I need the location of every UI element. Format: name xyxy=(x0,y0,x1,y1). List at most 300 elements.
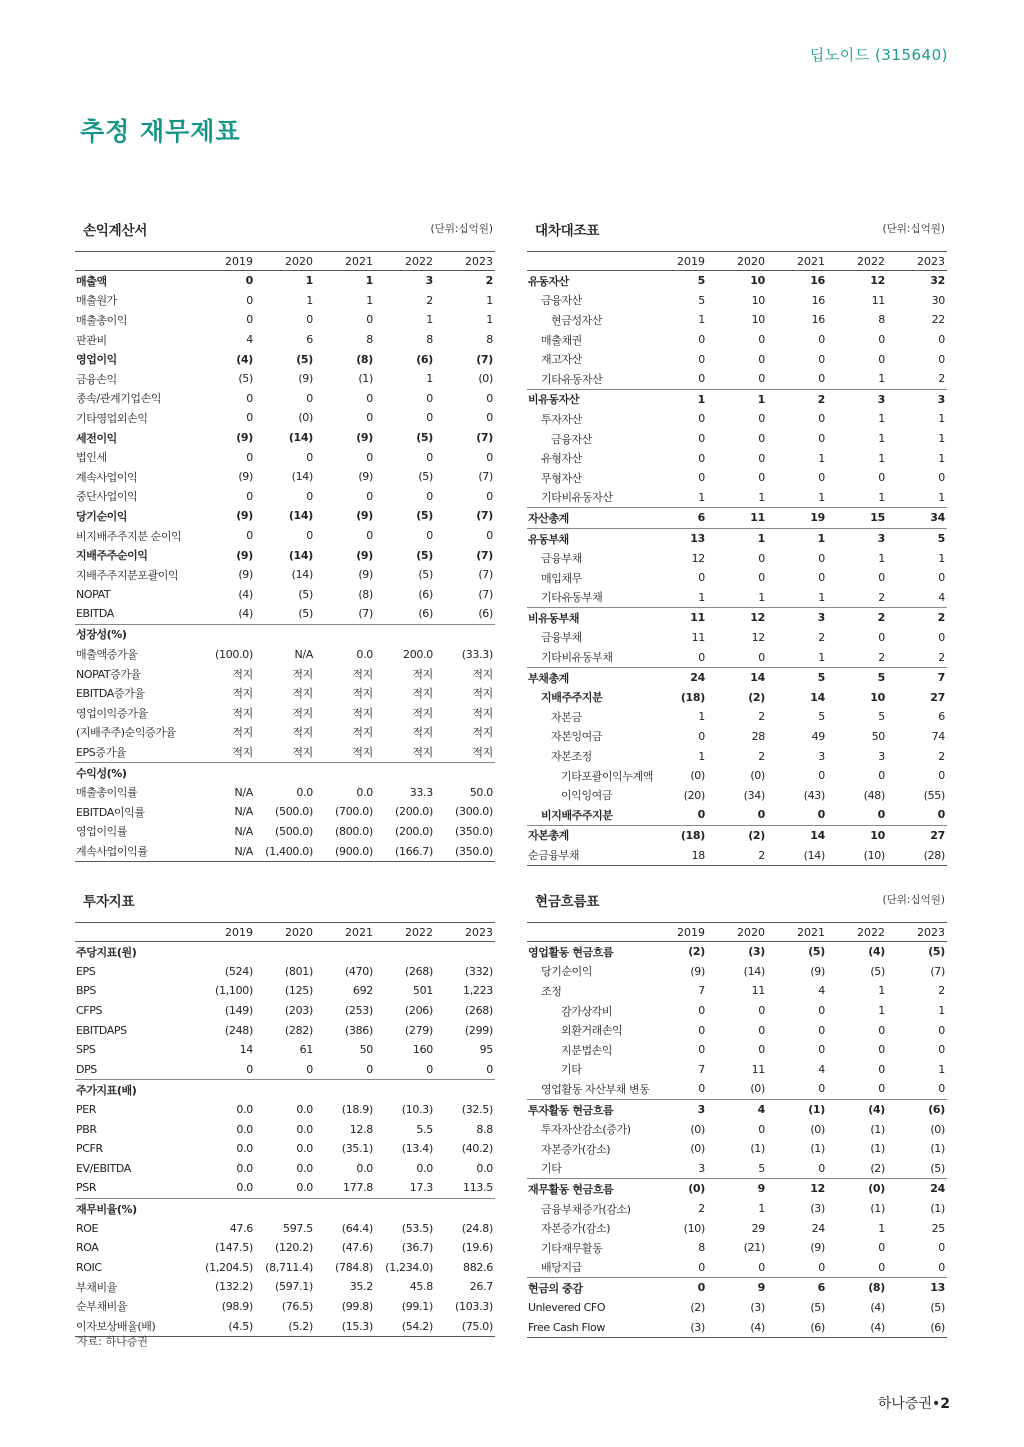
table-row xyxy=(527,1020,947,1040)
value-cell: 26.7 xyxy=(469,1280,493,1294)
value-cell: (53.5) xyxy=(401,1221,433,1235)
value-cell: (43) xyxy=(803,788,825,802)
year-header: 2020 xyxy=(255,252,315,271)
table-row xyxy=(75,1060,495,1080)
table-row xyxy=(75,526,495,546)
value-cell: (125) xyxy=(284,984,313,998)
value-cell: 0 xyxy=(878,471,885,485)
value-cell: 0 xyxy=(878,1062,885,1076)
row-label: 현금성자산 xyxy=(551,313,603,327)
row-label: 중단사업이익 xyxy=(76,490,138,504)
value-cell: 0 xyxy=(758,1122,765,1136)
row-label: 기타 xyxy=(561,1063,582,1077)
table-row xyxy=(527,330,947,350)
table-row xyxy=(75,1040,495,1060)
table-row xyxy=(75,841,495,861)
value-cell: 4 xyxy=(818,1062,825,1076)
value-cell: 0 xyxy=(938,1023,945,1037)
value-cell: (800.0) xyxy=(335,824,373,838)
table-row xyxy=(75,467,495,487)
row-label: 유형자산 xyxy=(541,452,582,466)
table-row xyxy=(527,310,947,330)
value-cell: (1) xyxy=(870,1202,885,1216)
value-cell: N/A xyxy=(294,647,313,661)
source-note: 자료: 하나증권 xyxy=(77,1335,148,1348)
value-cell: (14) xyxy=(288,548,313,562)
row-label: ROE xyxy=(76,1221,99,1235)
value-cell: 적지 xyxy=(232,726,253,740)
value-cell: 0 xyxy=(486,529,493,543)
year-header-row xyxy=(527,252,947,271)
table-row xyxy=(527,1218,947,1238)
value-cell: (10.3) xyxy=(401,1103,433,1117)
row-label: BPS xyxy=(76,984,96,998)
value-cell: 28 xyxy=(751,729,765,743)
value-cell: (4) xyxy=(870,1300,885,1314)
value-cell: 적지 xyxy=(292,667,313,681)
value-cell: 0 xyxy=(758,1260,765,1274)
value-cell: 0 xyxy=(818,471,825,485)
table-row xyxy=(75,703,495,723)
value-cell: (300.0) xyxy=(455,805,493,819)
value-cell: 0 xyxy=(698,1082,705,1096)
value-cell: 0 xyxy=(698,333,705,347)
value-cell: 0 xyxy=(486,450,493,464)
table-row xyxy=(75,310,495,330)
value-cell: 0 xyxy=(426,489,433,503)
value-cell: (3) xyxy=(810,1202,825,1216)
table-row xyxy=(527,369,947,389)
row-label: 투자활동 현금흐름 xyxy=(527,1099,647,1119)
value-cell: (5) xyxy=(416,548,433,562)
value-cell: 0 xyxy=(757,808,765,822)
row-label: 유동부채 xyxy=(527,528,647,548)
row-label: NOPAT xyxy=(76,587,111,601)
value-cell: 1 xyxy=(707,528,767,548)
row-label: 재무활동 현금흐름 xyxy=(527,1179,647,1199)
value-cell xyxy=(315,1080,375,1100)
value-cell: 0.0 xyxy=(356,785,373,799)
value-cell: 0 xyxy=(366,529,373,543)
value-cell: 0 xyxy=(758,432,765,446)
value-cell: (0) xyxy=(478,372,493,386)
value-cell: 0 xyxy=(758,333,765,347)
row-label: 매출원가 xyxy=(76,294,117,308)
row-label: 재고자산 xyxy=(541,353,582,367)
value-cell: 0 xyxy=(758,352,765,366)
value-cell: 0.0 xyxy=(296,785,313,799)
value-cell: 0.0 xyxy=(236,1142,253,1156)
year-header: 2023 xyxy=(435,923,495,942)
table-row xyxy=(527,1317,947,1337)
row-label: 부채비율 xyxy=(76,1280,117,1294)
value-cell: (20) xyxy=(683,788,705,802)
value-cell: 61 xyxy=(299,1043,313,1057)
value-cell: 30 xyxy=(931,293,945,307)
row-label: 순부채비율 xyxy=(76,1300,128,1314)
value-cell: 적지 xyxy=(352,667,373,681)
value-cell: 0 xyxy=(426,1062,433,1076)
value-cell: (1) xyxy=(767,1099,827,1119)
value-cell: 0 xyxy=(698,571,705,585)
row-label: 영업이익률 xyxy=(76,825,128,839)
value-cell: 177.8 xyxy=(343,1181,373,1195)
value-cell: 1 xyxy=(878,1221,885,1235)
value-cell: (9) xyxy=(238,470,253,484)
table-header xyxy=(527,886,947,922)
unit-label: (단위:십억원) xyxy=(882,894,945,906)
value-cell: (98.9) xyxy=(221,1299,253,1313)
row-label: 계속사업이익률 xyxy=(75,841,195,861)
value-cell: 2 xyxy=(767,389,827,409)
value-cell: 5 xyxy=(697,274,705,288)
value-cell: (18) xyxy=(647,825,707,845)
value-cell: 882.6 xyxy=(463,1260,493,1274)
table-row xyxy=(527,647,947,667)
table-title: 현금흐름표 xyxy=(535,894,600,910)
value-cell: 0 xyxy=(758,551,765,565)
row-label: 지배주주지분 xyxy=(541,691,603,705)
value-cell: 0.0 xyxy=(296,1181,313,1195)
value-cell: 10 xyxy=(870,690,885,704)
value-cell: 3 xyxy=(827,389,887,409)
value-cell: (1,400.0) xyxy=(255,841,315,861)
table-row xyxy=(75,545,495,565)
value-cell: 2 xyxy=(707,845,767,865)
value-cell: (6) xyxy=(767,1317,827,1337)
value-cell: 12 xyxy=(707,608,767,628)
year-header: 2021 xyxy=(315,252,375,271)
table-row xyxy=(75,1020,495,1040)
table-row xyxy=(527,1179,947,1199)
value-cell: (36.7) xyxy=(401,1241,433,1255)
value-cell: (2) xyxy=(748,690,765,704)
value-cell: 0.0 xyxy=(356,1161,373,1175)
value-cell: 1 xyxy=(698,313,705,327)
value-cell: 1 xyxy=(698,710,705,724)
value-cell: 적지 xyxy=(292,746,313,760)
table-row xyxy=(527,727,947,747)
value-cell: (3) xyxy=(750,1300,765,1314)
table-row xyxy=(75,981,495,1001)
row-label: 영업활동 자산부채 변동 xyxy=(541,1082,650,1096)
value-cell: 0 xyxy=(366,411,373,425)
value-cell: (7) xyxy=(478,587,493,601)
income-statement-block xyxy=(75,215,495,862)
row-label: 매출총이익률 xyxy=(76,786,138,800)
value-cell: (7) xyxy=(476,548,493,562)
value-cell: 14 xyxy=(239,1043,253,1057)
value-cell: (33.3) xyxy=(461,647,493,661)
row-label: 기타 xyxy=(541,1162,562,1176)
year-header: 2022 xyxy=(375,923,435,942)
value-cell: (120.2) xyxy=(275,1241,313,1255)
value-cell: (8) xyxy=(358,587,373,601)
value-cell: (7) xyxy=(930,964,945,978)
value-cell: 3 xyxy=(698,1161,705,1175)
row-label: 기타재무활동 xyxy=(541,1241,603,1255)
value-cell: 2 xyxy=(758,710,765,724)
value-cell: 0 xyxy=(818,432,825,446)
value-cell: (200.0) xyxy=(395,805,433,819)
value-cell: 0.0 xyxy=(416,1161,433,1175)
row-label: 주당지표(원) xyxy=(76,945,137,959)
value-cell: 29 xyxy=(751,1221,765,1235)
value-cell: 0.0 xyxy=(296,1103,313,1117)
value-cell xyxy=(435,624,495,644)
value-cell: 1 xyxy=(938,1062,945,1076)
table-row xyxy=(75,1198,495,1218)
table-row xyxy=(75,1277,495,1297)
row-label: 매출총이익 xyxy=(76,313,128,327)
value-cell: 3 xyxy=(818,749,825,763)
value-cell: 1 xyxy=(698,590,705,604)
table-row xyxy=(527,942,947,962)
value-cell: 501 xyxy=(412,984,433,998)
value-cell: (5) xyxy=(416,431,433,445)
value-cell: (14) xyxy=(288,509,313,523)
value-cell: 1 xyxy=(878,551,885,565)
value-cell: 5 xyxy=(878,710,885,724)
row-label: 투자자산 xyxy=(541,412,582,426)
value-cell: 0 xyxy=(818,1043,825,1057)
value-cell: 1 xyxy=(938,412,945,426)
value-cell: 적지 xyxy=(472,667,493,681)
value-cell: (4) xyxy=(236,352,253,366)
value-cell: 1 xyxy=(938,451,945,465)
table-row xyxy=(75,822,495,842)
table-row xyxy=(527,805,947,825)
value-cell: 0 xyxy=(938,769,945,783)
value-cell: N/A xyxy=(234,805,253,819)
table-row xyxy=(75,1159,495,1179)
row-label: EV/EBITDA xyxy=(76,1161,131,1175)
table-row xyxy=(527,785,947,805)
value-cell: 2 xyxy=(938,984,945,998)
value-cell: 1 xyxy=(818,490,825,504)
value-cell: 0 xyxy=(938,630,945,644)
value-cell: (24.8) xyxy=(461,1221,493,1235)
value-cell: (147.5) xyxy=(215,1241,253,1255)
row-label: PSR xyxy=(76,1181,97,1195)
unit-label: (단위:십억원) xyxy=(882,223,945,235)
value-cell: (5) xyxy=(296,352,313,366)
value-cell: 0.0 xyxy=(296,1122,313,1136)
value-cell: (350.0) xyxy=(435,841,495,861)
value-cell: 5 xyxy=(827,667,887,687)
value-cell: 0 xyxy=(426,391,433,405)
value-cell: (5) xyxy=(418,568,433,582)
value-cell: 0 xyxy=(698,412,705,426)
table-row xyxy=(75,428,495,448)
row-label: 자산총계 xyxy=(527,508,647,529)
value-cell: (18) xyxy=(680,690,705,704)
table-row xyxy=(527,1298,947,1318)
value-cell: 1 xyxy=(938,551,945,565)
year-header-row xyxy=(75,252,495,271)
value-cell: 1 xyxy=(758,490,765,504)
value-cell: (99.8) xyxy=(341,1299,373,1313)
table-row xyxy=(527,528,947,548)
value-cell: (0) xyxy=(750,769,765,783)
value-cell: 0 xyxy=(698,1260,705,1274)
value-cell: 0 xyxy=(698,1023,705,1037)
value-cell: 0 xyxy=(878,352,885,366)
table-row xyxy=(527,488,947,508)
value-cell: 2 xyxy=(426,293,433,307)
table-row xyxy=(75,291,495,311)
value-cell: (1) xyxy=(930,1202,945,1216)
table-row xyxy=(75,624,495,644)
value-cell: (9) xyxy=(690,964,705,978)
row-label: 기타비유동자산 xyxy=(541,491,613,505)
value-cell: 0.0 xyxy=(236,1181,253,1195)
table-row xyxy=(527,1278,947,1298)
value-cell: 5.5 xyxy=(416,1122,433,1136)
table-row xyxy=(75,1080,495,1100)
row-label: 감가상각비 xyxy=(561,1004,613,1018)
value-cell: (1) xyxy=(870,1142,885,1156)
value-cell: 692 xyxy=(352,984,373,998)
row-label: 금융손익 xyxy=(76,372,117,386)
value-cell: (9) xyxy=(810,964,825,978)
value-cell: 12 xyxy=(767,1179,827,1199)
table-row xyxy=(527,766,947,786)
value-cell: (48) xyxy=(863,788,885,802)
value-cell: 0 xyxy=(486,489,493,503)
balance-sheet-block xyxy=(527,215,947,866)
value-cell: (332) xyxy=(464,964,493,978)
value-cell: 0.0 xyxy=(236,1103,253,1117)
value-cell: 0 xyxy=(366,1062,373,1076)
value-cell xyxy=(315,624,375,644)
value-cell xyxy=(435,762,495,782)
value-cell: 0.0 xyxy=(296,1161,313,1175)
table-row xyxy=(527,628,947,648)
page-footer xyxy=(878,1393,950,1413)
table-row xyxy=(527,962,947,982)
value-cell: 3 xyxy=(647,1099,707,1119)
table-row xyxy=(75,942,495,962)
row-label: 지배주주순이익 xyxy=(76,549,148,563)
footer-separator: • xyxy=(931,1396,941,1412)
value-cell: 1 xyxy=(647,389,707,409)
value-cell: 0 xyxy=(246,1062,253,1076)
value-cell: 50.0 xyxy=(469,785,493,799)
value-cell: 2 xyxy=(878,650,885,664)
value-cell: (9) xyxy=(358,470,373,484)
label-header xyxy=(527,923,647,942)
value-cell: 0 xyxy=(818,769,825,783)
row-label: Free Cash Flow xyxy=(527,1317,647,1337)
row-label: 금융자산 xyxy=(551,432,592,446)
year-header: 2019 xyxy=(647,252,707,271)
row-label: EPS증가율 xyxy=(76,746,127,760)
value-cell: (5) xyxy=(418,470,433,484)
row-label: 법인세 xyxy=(76,451,107,465)
value-cell: 0 xyxy=(698,451,705,465)
value-cell xyxy=(195,762,255,782)
value-cell: 45.8 xyxy=(409,1280,433,1294)
value-cell: (2) xyxy=(688,945,705,959)
value-cell: (14) xyxy=(291,470,313,484)
value-cell: 적지 xyxy=(472,746,493,760)
value-cell: (1,100) xyxy=(215,984,253,998)
row-label: 이익잉여금 xyxy=(561,789,613,803)
value-cell: N/A xyxy=(195,841,255,861)
value-cell: (9) xyxy=(236,548,253,562)
row-label: 자본조정 xyxy=(551,750,592,764)
value-cell xyxy=(315,942,375,962)
value-cell: 2 xyxy=(878,590,885,604)
value-cell: (7) xyxy=(476,509,493,523)
value-cell: 2 xyxy=(938,650,945,664)
value-cell: 0.0 xyxy=(476,1161,493,1175)
value-cell: (47.6) xyxy=(341,1241,373,1255)
year-header-row xyxy=(75,923,495,942)
value-cell: (524) xyxy=(224,964,253,978)
value-cell: 16 xyxy=(811,293,825,307)
value-cell: 12.8 xyxy=(349,1122,373,1136)
value-cell: 160 xyxy=(412,1043,433,1057)
row-label: 매입채무 xyxy=(541,571,582,585)
row-label: 영업이익 xyxy=(76,353,117,367)
table-row xyxy=(527,1119,947,1139)
row-label: EBITDA xyxy=(76,607,114,621)
value-cell: 8 xyxy=(426,333,433,347)
value-cell: (1) xyxy=(750,1142,765,1156)
table-row xyxy=(527,349,947,369)
value-cell: 0 xyxy=(938,1260,945,1274)
value-cell: 0 xyxy=(938,1082,945,1096)
value-cell: 0 xyxy=(758,451,765,465)
value-cell: 50 xyxy=(871,729,885,743)
value-cell: (34) xyxy=(743,788,765,802)
value-cell: 0 xyxy=(758,1023,765,1037)
value-cell: 16 xyxy=(811,313,825,327)
value-cell: 적지 xyxy=(232,687,253,701)
table-row xyxy=(75,487,495,507)
value-cell xyxy=(315,1198,375,1218)
value-cell: (28) xyxy=(887,845,947,865)
cash-flow-block xyxy=(527,886,947,1338)
value-cell: (9) xyxy=(238,568,253,582)
value-cell: 0 xyxy=(818,1023,825,1037)
row-label: 매출액 xyxy=(76,274,107,288)
value-cell: (4) xyxy=(238,607,253,621)
row-label: 종속/관계기업손익 xyxy=(76,392,162,406)
value-cell: 11 xyxy=(871,293,885,307)
value-cell: 2 xyxy=(938,372,945,386)
table-row xyxy=(75,1178,495,1198)
value-cell: 0 xyxy=(246,293,253,307)
year-header: 2021 xyxy=(315,923,375,942)
value-cell: 1 xyxy=(878,432,885,446)
table-row xyxy=(75,1100,495,1120)
row-label: 자본금 xyxy=(551,710,582,724)
value-cell: (149) xyxy=(224,1004,253,1018)
value-cell: (4) xyxy=(238,587,253,601)
value-cell: 적지 xyxy=(352,726,373,740)
value-cell xyxy=(195,624,255,644)
value-cell: 0 xyxy=(366,450,373,464)
year-header-row xyxy=(527,923,947,942)
year-header: 2023 xyxy=(887,252,947,271)
value-cell: (21) xyxy=(743,1241,765,1255)
value-cell: (7) xyxy=(478,470,493,484)
table-row xyxy=(75,683,495,703)
value-cell: (4) xyxy=(707,1317,767,1337)
